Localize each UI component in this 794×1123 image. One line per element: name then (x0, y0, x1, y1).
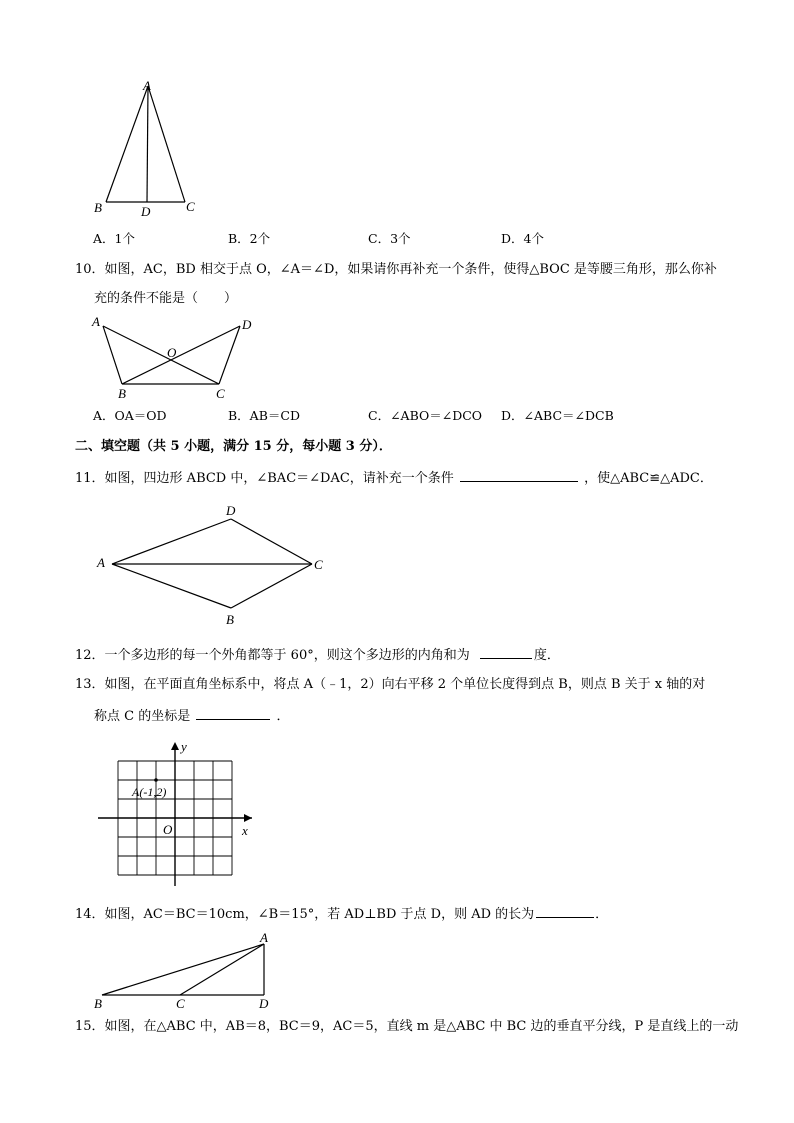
label-b: B (118, 386, 126, 401)
q13-text-line2-before: 称点 C 的坐标是 (94, 709, 191, 724)
q12-answer-blank[interactable] (480, 645, 532, 659)
q9-option-b: B．2个 (228, 231, 271, 246)
q11-text (75, 468, 713, 488)
label-y: y (181, 739, 187, 754)
q14-text-before: 14．如图，AC＝BC＝10cm，∠B＝15°，若 AD⊥BD 于点 D，则 AD 的长为 (75, 907, 535, 922)
figure-kite-abcd (90, 498, 335, 632)
q13-answer-blank[interactable] (196, 706, 270, 720)
x-axis-arrow-icon (244, 814, 252, 822)
label-d: D (242, 317, 252, 332)
q10-option-c: C．∠ABO＝∠DCO (368, 408, 483, 423)
y-axis-arrow-icon (171, 742, 179, 750)
figure-right-triangle (90, 926, 280, 1012)
label-o: O (167, 345, 177, 360)
q10-option-d: D．∠ABC＝∠DCB (501, 408, 614, 423)
label-b: B (94, 200, 102, 215)
figure-isosceles-triangle (85, 76, 215, 222)
q14-text-after: ． (595, 907, 609, 922)
label-b: B (94, 996, 102, 1011)
label-origin: O (163, 822, 173, 837)
label-a: A (143, 78, 151, 93)
label-a: A (260, 930, 268, 945)
label-c: C (314, 557, 323, 572)
segment-ca (180, 944, 264, 995)
q9-option-d: D．4个 (501, 231, 544, 246)
segment-ab (112, 564, 231, 608)
label-a: A (92, 314, 100, 329)
q14-text (75, 904, 608, 924)
figure-crossing-triangles (88, 312, 260, 404)
q12-text-after: 度． (533, 648, 560, 663)
segment-bc (231, 564, 312, 608)
q11-answer-blank[interactable] (460, 468, 578, 482)
q9-option-c: C．3个 (368, 231, 411, 246)
label-x: x (242, 823, 248, 838)
q11-text-before: 11．如图，四边形 ABCD 中，∠BAC＝∠DAC，请补充一个条件 (75, 471, 454, 486)
q15-text-line1: 15．如图，在△ABC 中，AB＝8，BC＝9，AC＝5，直线 m 是△ABC 中 BC 边的垂直平分线，P 是直线上的一动 (75, 1019, 739, 1034)
q12-text-before: 12．一个多边形的每一个外角都等于 60°，则这个多边形的内角和为 (75, 648, 470, 663)
label-point-a: A(-1,2) (132, 785, 167, 799)
figure-coordinate-grid (92, 736, 262, 892)
label-d: D (141, 204, 151, 219)
q10-text-line1: 10．如图，AC，BD 相交于点 O，∠A＝∠D，如果请你再补充一个条件，使得△BOC 是等腰三角形，那么你补 (75, 262, 717, 277)
segment-dc (231, 519, 312, 564)
label-c: C (216, 386, 225, 401)
q10-option-a: A．OA＝OD (93, 408, 167, 423)
segment-ac (148, 86, 185, 202)
label-b: B (226, 612, 234, 627)
segment-ad (147, 86, 148, 202)
segment-ab (106, 86, 148, 202)
q14-answer-blank[interactable] (536, 904, 594, 918)
segment-ad (112, 519, 231, 564)
q13-text-line1: 13．如图，在平面直角坐标系中，将点 A（﹣1，2）向右平移 2 个单位长度得到点 B，则点 B 关于 x 轴的对 (75, 677, 706, 692)
label-d: D (259, 996, 269, 1011)
segment-ba (102, 944, 264, 995)
label-c: C (176, 996, 185, 1011)
label-c: C (186, 199, 195, 214)
q10-text-line2: 充的条件不能是（ ） (94, 291, 238, 306)
label-a: A (97, 555, 105, 570)
segment-ac (103, 326, 219, 384)
q11-text-after: ，使△ABC≌△ADC． (584, 471, 713, 486)
q9-option-a: A．1个 (93, 231, 135, 246)
label-d: D (226, 503, 236, 518)
q12-text (75, 645, 560, 665)
q13-text-line2 (94, 706, 290, 726)
q13-text-line2-after: ． (276, 709, 290, 724)
point-a (154, 778, 158, 782)
q10-option-b: B．AB＝CD (228, 408, 300, 423)
section-title-fill-in: 二、填空题（共 5 小题，满分 15 分，每小题 3 分）． (75, 439, 392, 454)
